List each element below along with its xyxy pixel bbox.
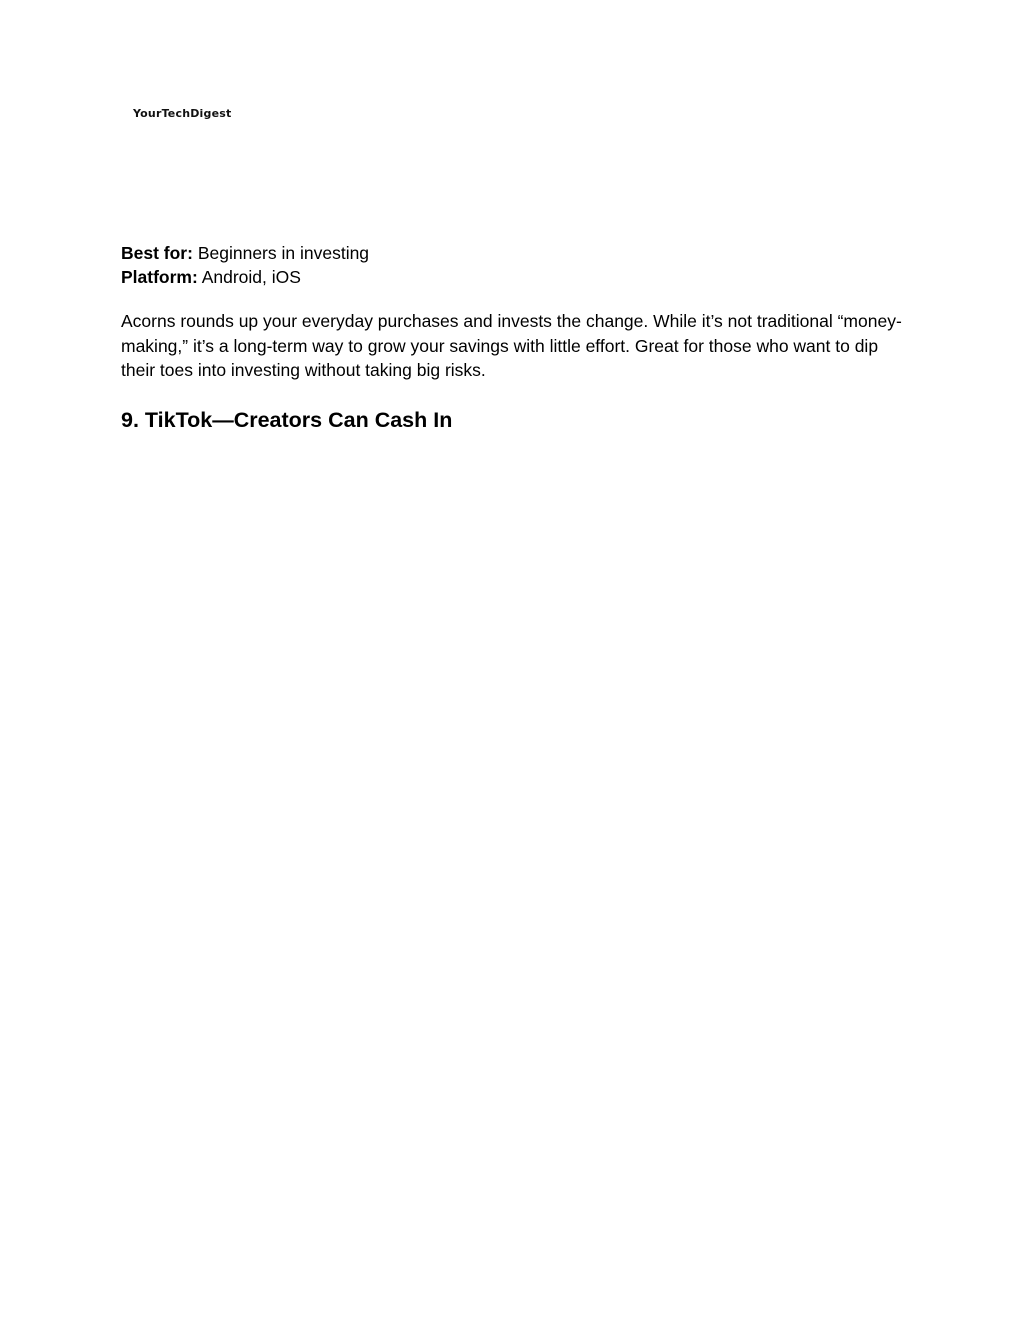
site-logo: YourTechDigest [133,107,232,120]
best-for-value: Beginners in investing [197,243,370,263]
platform-line [121,265,911,289]
section-heading: 9. TikTok—Creators Can Cash In [121,407,453,432]
article-content [121,241,911,434]
best-for-label: Best for: [121,243,193,263]
platform-value: Android, iOS [201,267,301,287]
platform-label: Platform: [121,267,198,287]
description-paragraph: Acorns rounds up your everyday purchases and invests the change. While it’s not traditional “money-making,” it’s a long-term way to grow your savings with little effort. Great for those who want to dip their toes into investing without taking big risks. [121,311,902,380]
best-for-line [121,241,911,265]
